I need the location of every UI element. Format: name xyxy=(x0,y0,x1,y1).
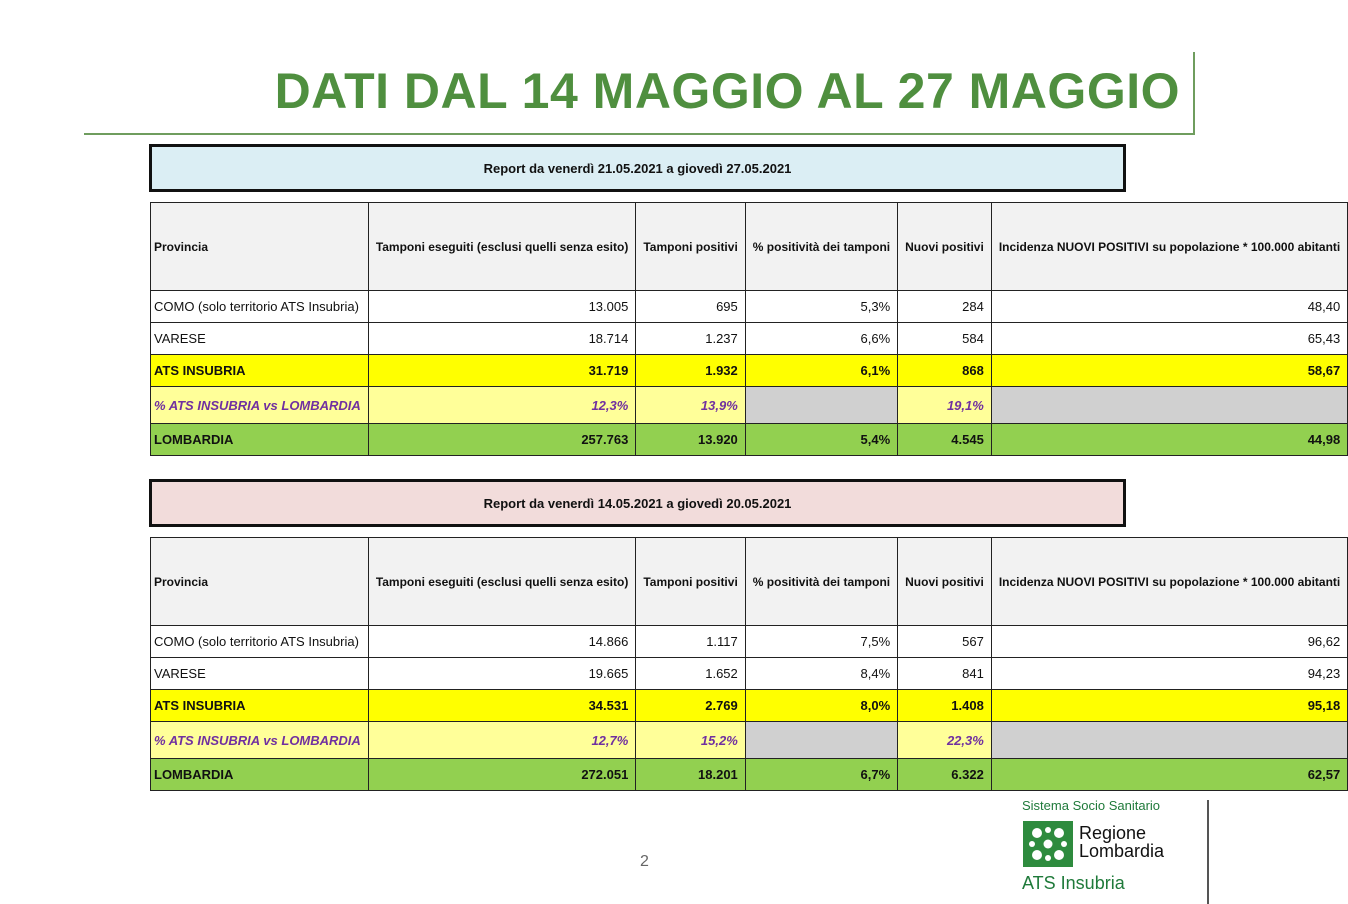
rosa-camuna-icon xyxy=(1023,821,1073,867)
table-cell: 13,9% xyxy=(636,387,745,424)
table-row xyxy=(151,323,1348,355)
table-header-row xyxy=(151,538,1348,626)
title-vertical-divider xyxy=(1193,52,1195,133)
row-label: LOMBARDIA xyxy=(151,424,369,456)
table-cell: 8,0% xyxy=(745,690,897,722)
page-number: 2 xyxy=(640,853,649,870)
table-cell: 13.920 xyxy=(636,424,745,456)
header-nuovi-positivi: Nuovi positivi xyxy=(898,203,992,291)
table-cell: 15,2% xyxy=(636,722,745,759)
table-cell: 62,57 xyxy=(991,759,1347,791)
header-nuovi-positivi: Nuovi positivi xyxy=(898,538,992,626)
table-cell: 14.866 xyxy=(368,626,636,658)
row-label: % ATS INSUBRIA vs LOMBARDIA xyxy=(151,722,369,759)
header-tamponi-eseguiti: Tamponi eseguiti (esclusi quelli senza esito) xyxy=(368,538,636,626)
table-row xyxy=(151,658,1348,690)
table-cell: 13.005 xyxy=(368,291,636,323)
header-provincia: Provincia xyxy=(151,538,369,626)
report-header-previous: Report da venerdì 14.05.2021 a giovedì 20.05.2021 xyxy=(149,479,1126,527)
row-label: ATS INSUBRIA xyxy=(151,355,369,387)
table-cell: 6,7% xyxy=(745,759,897,791)
table-cell: 12,3% xyxy=(368,387,636,424)
row-label: VARESE xyxy=(151,323,369,355)
table-row xyxy=(151,690,1348,722)
table-cell: 96,62 xyxy=(991,626,1347,658)
table-cell: 58,67 xyxy=(991,355,1347,387)
table-cell: 31.719 xyxy=(368,355,636,387)
title-divider xyxy=(84,133,1195,135)
table-cell: 6,1% xyxy=(745,355,897,387)
table-row xyxy=(151,626,1348,658)
data-table-previous xyxy=(150,537,1348,791)
table-cell: 841 xyxy=(898,658,992,690)
header-incidenza: Incidenza NUOVI POSITIVI su popolazione * 100.000 abitanti xyxy=(991,538,1347,626)
row-label: LOMBARDIA xyxy=(151,759,369,791)
report-header-recent: Report da venerdì 21.05.2021 a giovedì 27.05.2021 xyxy=(149,144,1126,192)
header-tamponi-positivi: Tamponi positivi xyxy=(636,203,745,291)
page-title: DATI DAL 14 MAGGIO AL 27 MAGGIO xyxy=(274,63,1180,119)
table-cell: 1.932 xyxy=(636,355,745,387)
logo-name-line2: Lombardia xyxy=(1079,841,1165,861)
table-cell: 65,43 xyxy=(991,323,1347,355)
row-label: COMO (solo territorio ATS Insubria) xyxy=(151,626,369,658)
table-cell: 94,23 xyxy=(991,658,1347,690)
table-cell: 5,4% xyxy=(745,424,897,456)
header-tamponi-positivi: Tamponi positivi xyxy=(636,538,745,626)
table-cell: 19.665 xyxy=(368,658,636,690)
table-cell: 4.545 xyxy=(898,424,992,456)
table-cell: 34.531 xyxy=(368,690,636,722)
logo-name xyxy=(1079,824,1164,860)
table-cell: 7,5% xyxy=(745,626,897,658)
logo-sub-text: ATS Insubria xyxy=(1022,873,1125,893)
table-cell: 1.237 xyxy=(636,323,745,355)
logo-top-text: Sistema Socio Sanitario xyxy=(1022,798,1161,813)
table-cell: 1.117 xyxy=(636,626,745,658)
table-cell: 19,1% xyxy=(898,387,992,424)
table-cell xyxy=(745,387,897,424)
table-header-row xyxy=(151,203,1348,291)
table-cell: 584 xyxy=(898,323,992,355)
table-cell: 695 xyxy=(636,291,745,323)
row-label: % ATS INSUBRIA vs LOMBARDIA xyxy=(151,387,369,424)
table-cell: 1.652 xyxy=(636,658,745,690)
table-cell: 6.322 xyxy=(898,759,992,791)
table-cell xyxy=(745,722,897,759)
data-table-recent xyxy=(150,202,1348,456)
header-percent-positivita: % positività dei tamponi xyxy=(745,538,897,626)
table-cell: 284 xyxy=(898,291,992,323)
header-incidenza: Incidenza NUOVI POSITIVI su popolazione * 100.000 abitanti xyxy=(991,203,1347,291)
row-label: VARESE xyxy=(151,658,369,690)
table-row xyxy=(151,387,1348,424)
table-cell xyxy=(991,722,1347,759)
logo-divider xyxy=(1207,800,1209,904)
table-cell: 18.201 xyxy=(636,759,745,791)
table-cell: 1.408 xyxy=(898,690,992,722)
table-cell: 567 xyxy=(898,626,992,658)
table-cell: 868 xyxy=(898,355,992,387)
header-percent-positivita: % positività dei tamponi xyxy=(745,203,897,291)
table-row xyxy=(151,291,1348,323)
header-provincia: Provincia xyxy=(151,203,369,291)
table-row xyxy=(151,355,1348,387)
table-cell: 12,7% xyxy=(368,722,636,759)
table-cell: 22,3% xyxy=(898,722,992,759)
table-cell: 6,6% xyxy=(745,323,897,355)
table-cell: 95,18 xyxy=(991,690,1347,722)
table-row xyxy=(151,722,1348,759)
table-cell: 44,98 xyxy=(991,424,1347,456)
table-cell: 48,40 xyxy=(991,291,1347,323)
table-cell xyxy=(991,387,1347,424)
table-cell: 272.051 xyxy=(368,759,636,791)
regione-lombardia-logo xyxy=(1020,798,1200,898)
row-label: COMO (solo territorio ATS Insubria) xyxy=(151,291,369,323)
table-cell: 8,4% xyxy=(745,658,897,690)
header-tamponi-eseguiti: Tamponi eseguiti (esclusi quelli senza esito) xyxy=(368,203,636,291)
table-cell: 257.763 xyxy=(368,424,636,456)
table-row xyxy=(151,424,1348,456)
table-cell: 2.769 xyxy=(636,690,745,722)
table-row xyxy=(151,759,1348,791)
table-cell: 18.714 xyxy=(368,323,636,355)
row-label: ATS INSUBRIA xyxy=(151,690,369,722)
logo-name-line1: Regione xyxy=(1079,823,1147,843)
table-cell: 5,3% xyxy=(745,291,897,323)
